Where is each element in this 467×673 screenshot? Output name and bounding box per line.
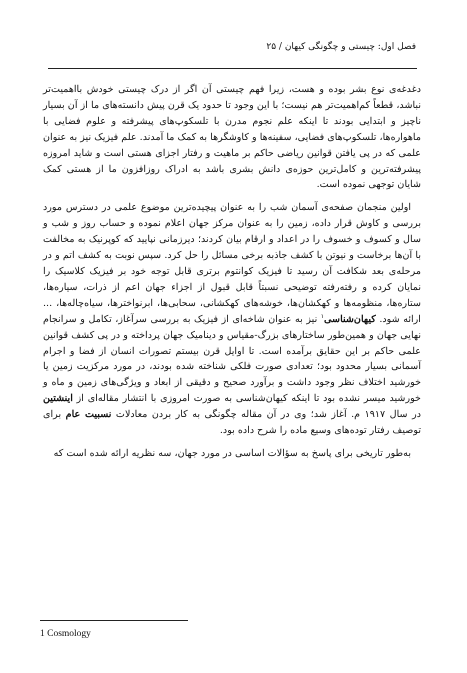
general-relativity-term: نسبیت عام	[65, 409, 112, 421]
einstein-term: اینشتین	[43, 393, 73, 405]
paragraph-2-part-a: اولین منجمان صفحه‌ی آسمان شب را به عنوان پیچیده‌ترین موضوع علمی در دسترس مورد بررسی و کاوش قرار داده، زمین را به عنوان مرکز جهان اعلام نموده و حساب روز و شب و سال و کسوف و خسوف را در اعداد و ارقام بیان کردند؛ دیرزمانی نپایید که کوپرنیک به مخالفت با آن‌ها برخاست و نیوتن با کشف جاذبه برخی مسائل را حل کرد. سپس نوبت به کشف اتم و در مرحله‌ی بعد شکافت آن رسید تا فیزیک کوانتوم برتری قابل توجه خود بر فیزیک کلاسیک را نمایان کرده و رفته‌رفته توضیحی نسبتاً قابل قبول از اجزاء جهان اعم از ذرات، سیاره‌ها، ستاره‌ها، منظومه‌ها و کهکشان‌ها، خوشه‌های کهکشانی، سحابی‌ها، ابرنواخترها، سیاه‌چاله‌ها، ... ارائه شود.	[43, 202, 421, 325]
body-text	[43, 82, 421, 462]
header-rule	[48, 68, 417, 69]
running-header: فصل اول: چیستی و چگونگی کیهان / ۲۵	[266, 42, 416, 52]
paragraph-2-part-c: در سال ۱۹۱۷ م. آغاز شد؛ وی در آن مقاله چگونگی به کار بردن معادلات	[115, 409, 421, 421]
footnote-reference[interactable]: ۱	[320, 312, 325, 320]
cosmology-term: کیهان‌شناسی	[324, 313, 376, 325]
footnote: 1 Cosmology	[40, 629, 91, 639]
paragraph-1: دغدغه‌ی نوع بشر بوده و هست، زیرا فهم چیستی آن اگر از درک چیستی خودش بااهمیت‌تر نباشد، قطعاً کم‌اهمیت‌تر هم نیست؛ با این وجود تا حدود یک قرن پیش دانسته‌های ما از آن بسیار ناچیز و ابتدایی بودند تا اینکه علم نجوم مدرن با تلسکوپ‌های پیشرفته و علوم فضایی با ماهواره‌ها، تلسکوپ‌های فضایی، سفینه‌ها و کاوشگرها به کمک ما آمدند. علم فیزیک نیز به عنوان علمی که در پی یافتن قوانین ریاضی حاکم بر ماهیت و رفتار اجزای هستی است و شاید امروزه پیشرفته‌ترین و کامل‌ترین حوزه‌ی دانش بشری باشد به ادراک روزافزون ما از هستی کمک شایان توجهی نموده است.	[43, 84, 421, 191]
paragraph-3: به‌طور تاریخی برای پاسخ به سؤالات اساسی در مورد جهان، سه نظریه ارائه شده است که	[53, 447, 411, 459]
footnote-rule	[40, 620, 188, 621]
paragraph-2-part-d: برای توصیف رفتار توده‌های وسیع ماده را شرح داده بود.	[43, 409, 421, 437]
paragraph-2-part-b: نیز به عنوان شاخه‌ای از فیزیک به بررسی سرآغاز، تکامل و سرانجام نهایی جهان و همین‌طور ساختارهای بزرگ-مقیاس و دینامیک جهان پرداخته و در پی کشف قوانین علمی حاکم بر این حقایق برآمده است. تا اوایل قرن بیستم تصورات انسان از فضا و اجرام آسمانی بسیار محدود بود؛ تعدادی صورت فلکی شناخته شده بودند، در مورد مرکزیت زمین یا خورشید اختلاف نظر وجود داشت و برآورد صحیح و دقیقی از ابعاد و ویژگی‌های زمین و ماه و خورشید میسر نشده بود تا اینکه کیهان‌شناسی به صورت امروزی با انتشار مقاله‌ای از	[43, 313, 421, 405]
paragraph-2	[43, 200, 421, 439]
